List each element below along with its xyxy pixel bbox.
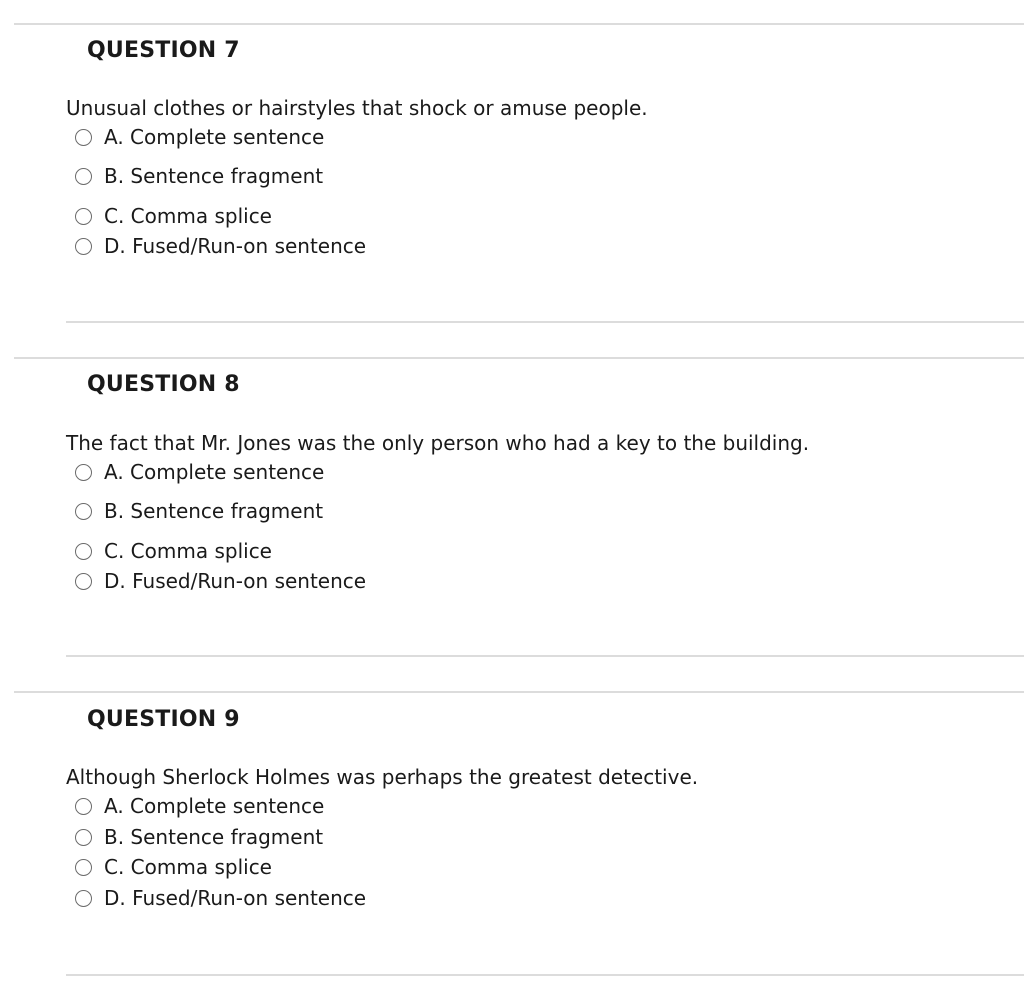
radio-button[interactable] <box>75 543 92 560</box>
radio-button[interactable] <box>75 798 92 815</box>
option-d[interactable] <box>75 234 366 258</box>
option-label: A. Complete sentence <box>104 125 325 149</box>
option-label: C. Comma splice <box>104 539 272 563</box>
option-label: A. Complete sentence <box>104 794 325 818</box>
question-title: QUESTION 9 <box>87 707 240 732</box>
option-c[interactable] <box>75 539 272 563</box>
question-text: Unusual clothes or hairstyles that shock or amuse people. <box>66 96 648 120</box>
option-label: D. Fused/Run-on sentence <box>104 234 367 258</box>
question-footer-divider <box>66 974 1024 976</box>
option-label: A. Complete sentence <box>104 460 325 484</box>
radio-button[interactable] <box>75 859 92 876</box>
option-d[interactable] <box>75 569 366 593</box>
option-label: B. Sentence fragment <box>104 825 324 849</box>
radio-button[interactable] <box>75 890 92 907</box>
question-title: QUESTION 7 <box>87 38 240 63</box>
option-b[interactable] <box>75 499 323 523</box>
radio-button[interactable] <box>75 238 92 255</box>
option-label: B. Sentence fragment <box>104 164 324 188</box>
option-d[interactable] <box>75 886 366 910</box>
option-b[interactable] <box>75 164 323 188</box>
question-footer-divider <box>66 655 1024 657</box>
radio-button[interactable] <box>75 573 92 590</box>
radio-button[interactable] <box>75 829 92 846</box>
option-c[interactable] <box>75 855 272 879</box>
radio-button[interactable] <box>75 503 92 520</box>
question-title: QUESTION 8 <box>87 372 240 397</box>
question-text: Although Sherlock Holmes was perhaps the greatest detective. <box>66 765 699 789</box>
question-text: The fact that Mr. Jones was the only person who had a key to the building. <box>66 431 810 455</box>
option-label: D. Fused/Run-on sentence <box>104 569 367 593</box>
option-b[interactable] <box>75 825 323 849</box>
option-a[interactable] <box>75 794 324 818</box>
question-divider <box>14 691 1024 693</box>
question-footer-divider <box>66 321 1024 323</box>
option-c[interactable] <box>75 204 272 228</box>
option-label: B. Sentence fragment <box>104 499 324 523</box>
option-label: C. Comma splice <box>104 204 272 228</box>
option-label: D. Fused/Run-on sentence <box>104 886 367 910</box>
radio-button[interactable] <box>75 129 92 146</box>
question-divider <box>14 23 1024 25</box>
radio-button[interactable] <box>75 208 92 225</box>
radio-button[interactable] <box>75 168 92 185</box>
radio-button[interactable] <box>75 464 92 481</box>
option-a[interactable] <box>75 460 324 484</box>
option-a[interactable] <box>75 125 324 149</box>
question-divider <box>14 357 1024 359</box>
option-label: C. Comma splice <box>104 855 272 879</box>
